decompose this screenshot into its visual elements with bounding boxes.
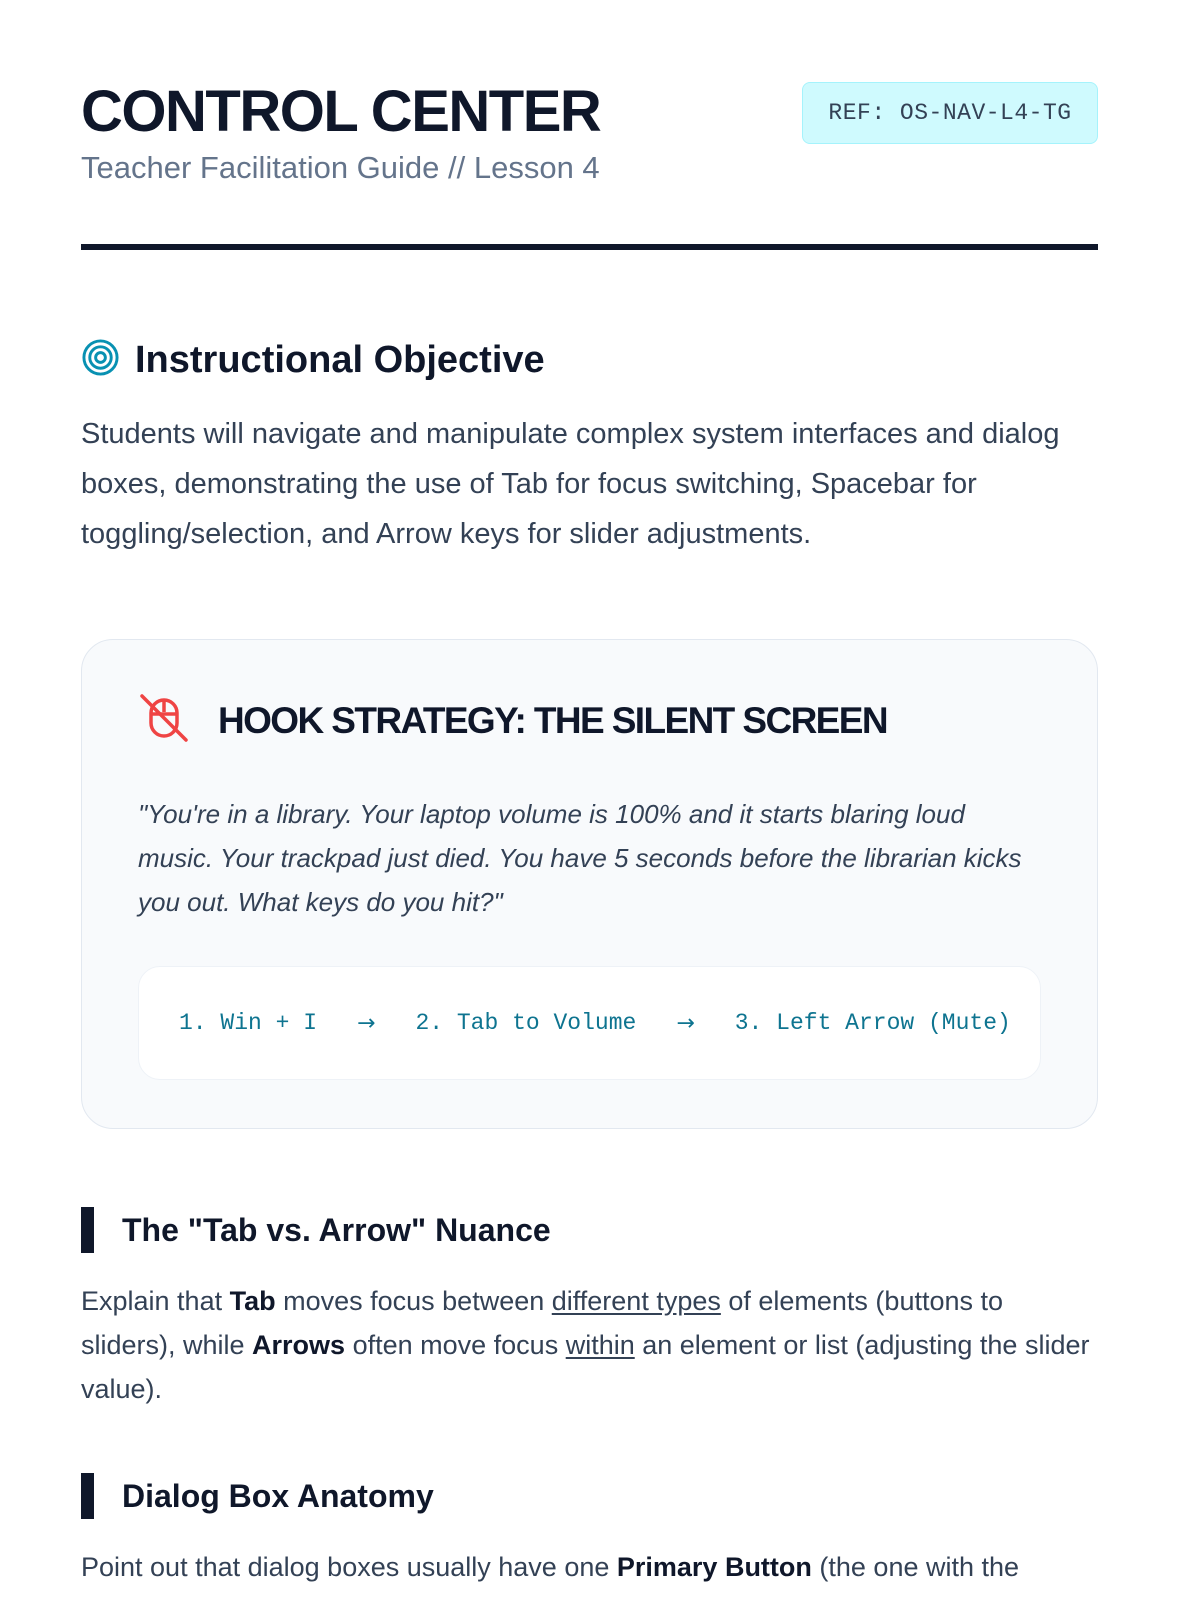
key-step-3: 3. Left Arrow (Mute)	[734, 1010, 1011, 1036]
ref-badge: REF: OS-NAV-L4-TG	[802, 82, 1098, 144]
dialog-heading	[81, 1473, 1098, 1519]
key-sequence	[138, 966, 1041, 1080]
nuance-section	[81, 1207, 1098, 1411]
target-icon	[81, 338, 135, 382]
hook-title: HOOK STRATEGY: THE SILENT SCREEN	[218, 699, 887, 741]
nuance-heading	[81, 1207, 1098, 1253]
page-header	[81, 0, 1098, 186]
objective-text: Students will navigate and manipulate complex system interfaces and dialog boxes, demonstrating the use of Tab for focus switching, Spacebar for toggling/selection, and Arrow keys for slider adjustments.	[81, 418, 1060, 550]
arrow-right-icon: →	[357, 1010, 376, 1036]
hook-quote: "You're in a library. Your laptop volume is 100% and it starts blaring loud music. Your trackpad just died. You have 5 seconds before the librarian kicks you out. What keys do you hit?"	[138, 799, 1022, 917]
nuance-title: The "Tab vs. Arrow" Nuance	[122, 1211, 551, 1248]
hook-strategy-card	[81, 639, 1098, 1129]
hook-heading	[138, 692, 1041, 749]
objective-title: Instructional Objective	[135, 338, 545, 381]
objective-heading	[81, 338, 1098, 382]
dialog-section	[81, 1473, 1098, 1589]
section-marker	[81, 1207, 94, 1253]
key-step-2: 2. Tab to Volume	[415, 1010, 637, 1036]
page-title: CONTROL CENTER	[81, 79, 601, 144]
dialog-title: Dialog Box Anatomy	[122, 1477, 434, 1514]
dialog-text: Point out that dialog boxes usually have one Primary Button (the one with the	[81, 1552, 1020, 1582]
key-step-1: 1. Win + I	[179, 1010, 318, 1036]
page-subtitle: Teacher Facilitation Guide // Lesson 4	[81, 150, 600, 185]
mouse-off-icon	[138, 692, 218, 749]
nuance-text: Explain that Tab moves focus between different types of elements (buttons to sliders), while Arrows often move focus within an element or list (adjusting the slider value).	[81, 1286, 1090, 1404]
arrow-right-icon: →	[676, 1010, 695, 1036]
section-marker	[81, 1473, 94, 1519]
objective-section	[81, 338, 1098, 559]
header-divider	[81, 244, 1098, 250]
